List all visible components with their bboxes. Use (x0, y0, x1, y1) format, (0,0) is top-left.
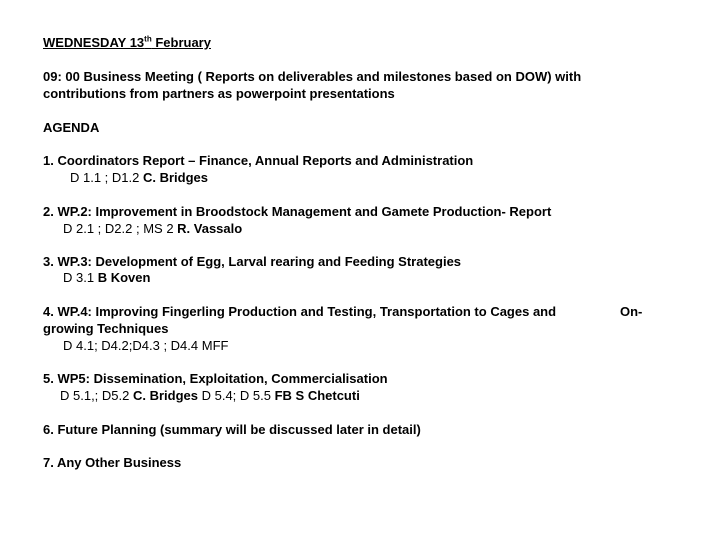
meeting-line-1: 09: 00 Business Meeting ( Reports on deliverables and milestones based on DOW) with (43, 69, 582, 84)
agenda-item-5-presenter-2: FB S Chetcuti (274, 388, 360, 403)
agenda-item-4-title: 4. WP.4: Improving Fingerling Production and Testing, Transportation to Cages and (43, 304, 557, 319)
agenda-item-5-presenter-1: C. Bridges (132, 388, 198, 403)
agenda-item-5-deliverables-2: D 5.4; D 5.5 (198, 388, 275, 403)
agenda-item-5-deliverables: D 5.1,; D5.2 (60, 388, 133, 403)
title-month: February (151, 35, 211, 50)
agenda-item-6-title: 6. Future Planning (summary will be discussed later in detail) (43, 422, 421, 437)
agenda-item-1-title: 1. Coordinators Report – Finance, Annual Reports and Administration (43, 153, 474, 168)
agenda-item-2-title: 2. WP.2: Improvement in Broodstock Management and Gamete Production- Report (43, 204, 552, 219)
agenda-item-4-title-line-2: growing Techniques (43, 321, 169, 336)
agenda-item-2-detail (63, 221, 242, 237)
agenda-item-4-deliverables: D 4.1; D4.2;D4.3 ; D4.4 MFF (63, 338, 229, 353)
agenda-item-7-title: 7. Any Other Business (43, 455, 182, 470)
agenda-item-3-detail (63, 270, 150, 286)
page-title (43, 35, 211, 51)
agenda-item-3-deliverables: D 3.1 (63, 270, 98, 285)
agenda-item-4-title-continuation: On- (620, 304, 643, 319)
agenda-item-4-detail (63, 338, 228, 354)
agenda-item-3-title: 3. WP.3: Development of Egg, Larval rearing and Feeding Strategies (43, 254, 462, 269)
agenda-item-5-detail (60, 388, 360, 404)
agenda-item-1-deliverables: D 1.1 ; D1.2 (70, 170, 143, 185)
agenda-item-2-presenter: R. Vassalo (177, 221, 243, 236)
agenda-item-3-presenter: B Koven (97, 270, 151, 285)
agenda-item-1-presenter: C. Bridges (142, 170, 208, 185)
agenda-item-2-deliverables: D 2.1 ; D2.2 ; MS 2 (63, 221, 178, 236)
title-date: WEDNESDAY 13 (43, 35, 145, 50)
agenda-heading: AGENDA (43, 120, 100, 135)
meeting-line-2: contributions from partners as powerpoint presentations (43, 86, 395, 101)
agenda-item-5-title: 5. WP5: Dissemination, Exploitation, Commercialisation (43, 371, 388, 386)
title-ordinal: th (144, 34, 152, 44)
agenda-item-1-detail (70, 170, 208, 186)
